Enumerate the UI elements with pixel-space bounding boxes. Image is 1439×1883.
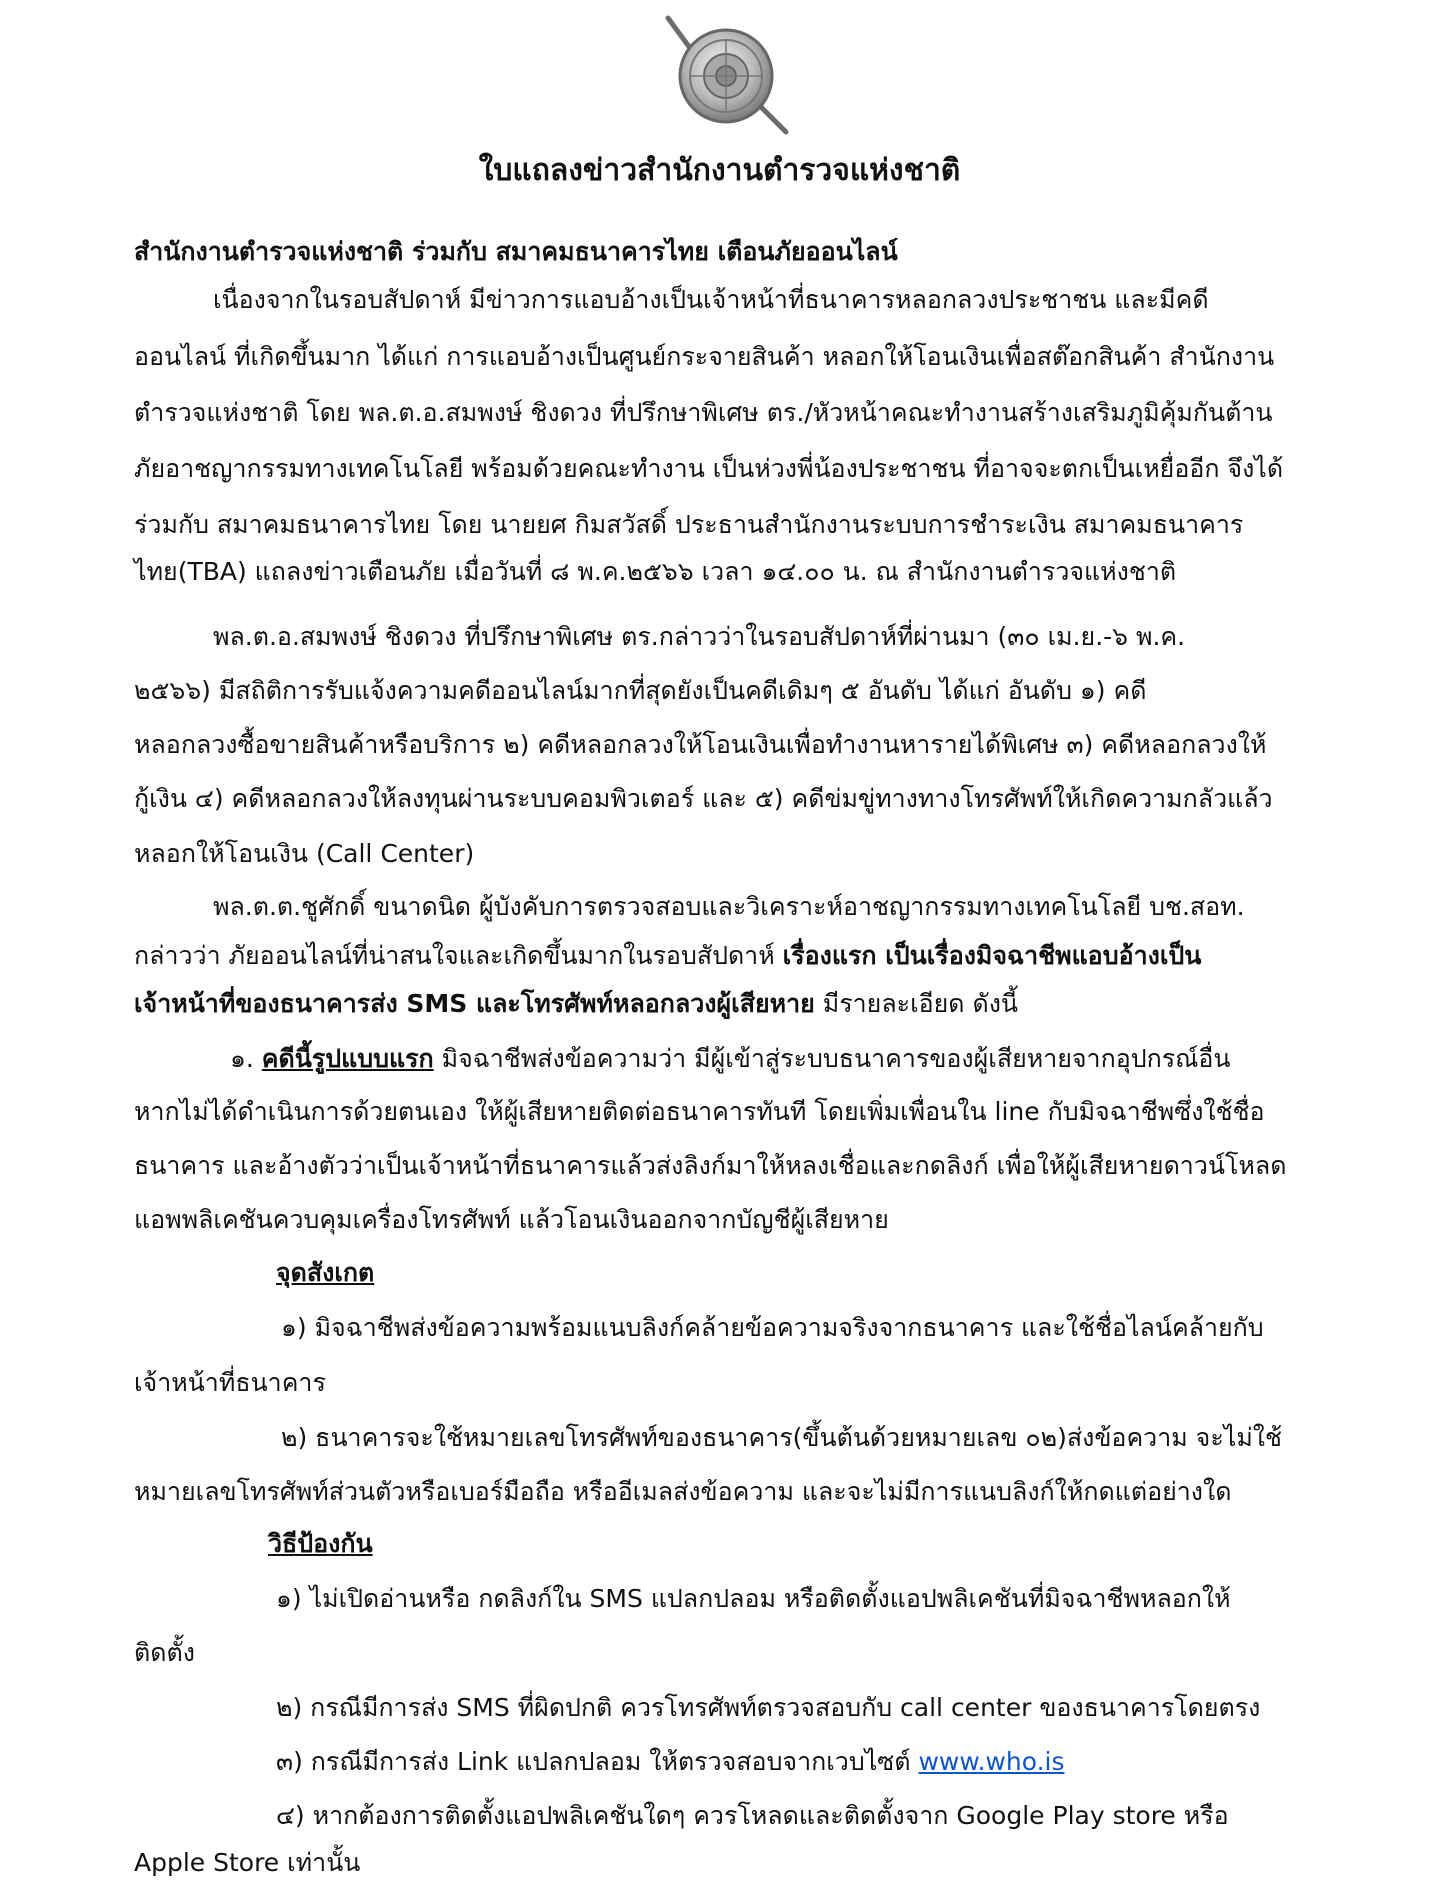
observe-item: ๑) มิจฉาชีพส่งข้อความพร้อมแนบลิงก์คล้ายข้อความจริงจากธนาคาร และใช้ชื่อไลน์คล้ายกับ [281,1313,1264,1342]
paragraph-line: ไทย(TBA) แถลงข่าวเตือนภัย เมื่อวันที่ ๘ พ.ค.๒๕๖๖ เวลา ๑๔.๐๐ น. ณ สำนักงานตำรวจแห่งชาติ [134,557,1177,586]
case-label: คดีนี้รูปแบบแรก [261,1044,434,1073]
section-heading: สำนักงานตำรวจแห่งชาติ ร่วมกับ สมาคมธนาคารไทย เตือนภัยออนไลน์ [134,237,898,266]
prevent-item: Apple Store เท่านั้น [134,1848,361,1877]
who-is-link[interactable]: www.who.is [918,1747,1065,1776]
paragraph-text: มีรายละเอียด ดังนี้ [814,989,1018,1018]
paragraph-line: ตำรวจแห่งชาติ โดย พล.ต.อ.สมพงษ์ ชิงดวง ที่ปรึกษาพิเศษ ตร./หัวหน้าคณะทำงานสร้างเสริมภูมิคุ้มกันต้าน [134,398,1273,427]
case-number: ๑. [230,1044,262,1073]
paragraph-line: ร่วมกับ สมาคมธนาคารไทย โดย นายยศ กิมสวัสดิ์ ประธานสำนักงานระบบการชำระเงิน สมาคมธนาคาร [134,510,1244,539]
paragraph-line: ออนไลน์ ที่เกิดขึ้นมาก ได้แก่ การแอบอ้างเป็นศูนย์กระจายสินค้า หลอกให้โอนเงินเพื่อสต๊อกสินค้า สำนักงาน [134,342,1275,371]
prevent-item: ๔) หากต้องการติดตั้งแอปพลิเคชันใดๆ ควรโหลดและติดตั้งจาก Google Play store หรือ [276,1801,1229,1830]
case-text: มิจฉาชีพส่งข้อความว่า มีผู้เข้าสู่ระบบธนาคารของผู้เสียหายจากอุปกรณ์อื่น [433,1044,1231,1073]
prevent-item: ๑) ไม่เปิดอ่านหรือ กดลิงก์ใน SMS แปลกปลอม หรือติดตั้งแอปพลิเคชันที่มิจฉาชีพหลอกให้ [276,1584,1231,1613]
paragraph-line: หลอกให้โอนเงิน (Call Center) [134,839,475,868]
page-title: ใบแถลงข่าวสำนักงานตำรวจแห่งชาติ [478,153,961,188]
paragraph-line: หลอกลวงซื้อขายสินค้าหรือบริการ ๒) คดีหลอกลวงให้โอนเงินเพื่อทำงานหารายได้พิเศษ ๓) คดีหลอกลวงให้ [134,730,1267,759]
paragraph-line: ภัยอาชญากรรมทางเทคโนโลยี พร้อมด้วยคณะทำงาน เป็นห่วงพี่น้องประชาชน ที่อาจจะตกเป็นเหยื่ออีก จึงได้ [134,454,1284,483]
emphasis-text: เรื่องแรก เป็นเรื่องมิจฉาชีพแอบอ้างเป็น [782,941,1202,970]
observe-item: หมายเลขโทรศัพท์ส่วนตัวหรือเบอร์มือถือ หรืออีเมลส่งข้อความ และจะไม่มีการแนบลิงก์ให้กดแต่อย่างใด [134,1477,1232,1506]
case-line [230,1039,1230,1079]
prevent-item [276,1742,1065,1782]
paragraph-line: หากไม่ได้ดำเนินการด้วยตนเอง ให้ผู้เสียหายติดต่อธนาคารทันที โดยเพิ่มเพื่อนใน line กับมิจฉาชีพซึ่งใช้ชื่อ [134,1097,1265,1126]
observe-heading: จุดสังเกต [276,1258,375,1287]
observe-item: ๒) ธนาคารจะใช้หมายเลขโทรศัพท์ของธนาคาร(ขึ้นต้นด้วยหมายเลข ๐๒)ส่งข้อความ จะไม่ใช้ [281,1423,1282,1452]
paragraph-line [134,984,1018,1024]
paragraph-line: พล.ต.อ.สมพงษ์ ชิงดวง ที่ปรึกษาพิเศษ ตร.กล่าวว่าในรอบสัปดาห์ที่ผ่านมา (๓๐ เม.ย.-๖ พ.ค. [213,622,1186,651]
paragraph-line: แอพพลิเคชันควบคุมเครื่องโทรศัพท์ แล้วโอนเงินออกจากบัญชีผู้เสียหาย [134,1205,889,1234]
observe-item: เจ้าหน้าที่ธนาคาร [134,1368,326,1397]
prevent-text: ๓) กรณีมีการส่ง Link แปลกปลอม ให้ตรวจสอบจากเวบไซต์ [276,1747,919,1776]
emphasis-text: เจ้าหน้าที่ของธนาคารส่ง SMS และโทรศัพท์หลอกลวงผู้เสียหาย [134,989,815,1018]
paragraph-text: กล่าวว่า ภัยออนไลน์ที่น่าสนใจและเกิดขึ้นมากในรอบสัปดาห์ [134,941,783,970]
prevent-item: ๒) กรณีมีการส่ง SMS ที่ผิดปกติ ควรโทรศัพท์ตรวจสอบกับ call center ของธนาคารโดยตรง [276,1693,1261,1722]
paragraph-line: พล.ต.ต.ชูศักดิ์ ขนาดนิด ผู้บังคับการตรวจสอบและวิเคราะห์อาชญากรรมทางเทคโนโลยี บช.สอท. [213,892,1245,921]
prevent-item: ติดตั้ง [134,1638,195,1667]
police-emblem-icon [662,8,792,136]
paragraph-line [134,936,1201,976]
paragraph-line: เนื่องจากในรอบสัปดาห์ มีข่าวการแอบอ้างเป็นเจ้าหน้าที่ธนาคารหลอกลวงประชาชน และมีคดี [213,285,1209,314]
paragraph-line: ธนาคาร และอ้างตัวว่าเป็นเจ้าหน้าที่ธนาคารแล้วส่งลิงก์มาให้หลงเชื่อและกดลิงก์ เพื่อให้ผู้เสียหายดาวน์โหลด [134,1151,1287,1180]
prevent-heading: วิธีป้องกัน [268,1529,373,1558]
paragraph-line: กู้เงิน ๔) คดีหลอกลวงให้ลงทุนผ่านระบบคอมพิวเตอร์ และ ๕) คดีข่มขู่ทางทางโทรศัพท์ให้เกิดความกลัวแล้ว [134,784,1273,813]
paragraph-line: ๒๕๖๖) มีสถิติการรับแจ้งความคดีออนไลน์มากที่สุดยังเป็นคดีเดิมๆ ๕ อันดับ ได้แก่ อันดับ ๑) คดี [134,676,1147,705]
